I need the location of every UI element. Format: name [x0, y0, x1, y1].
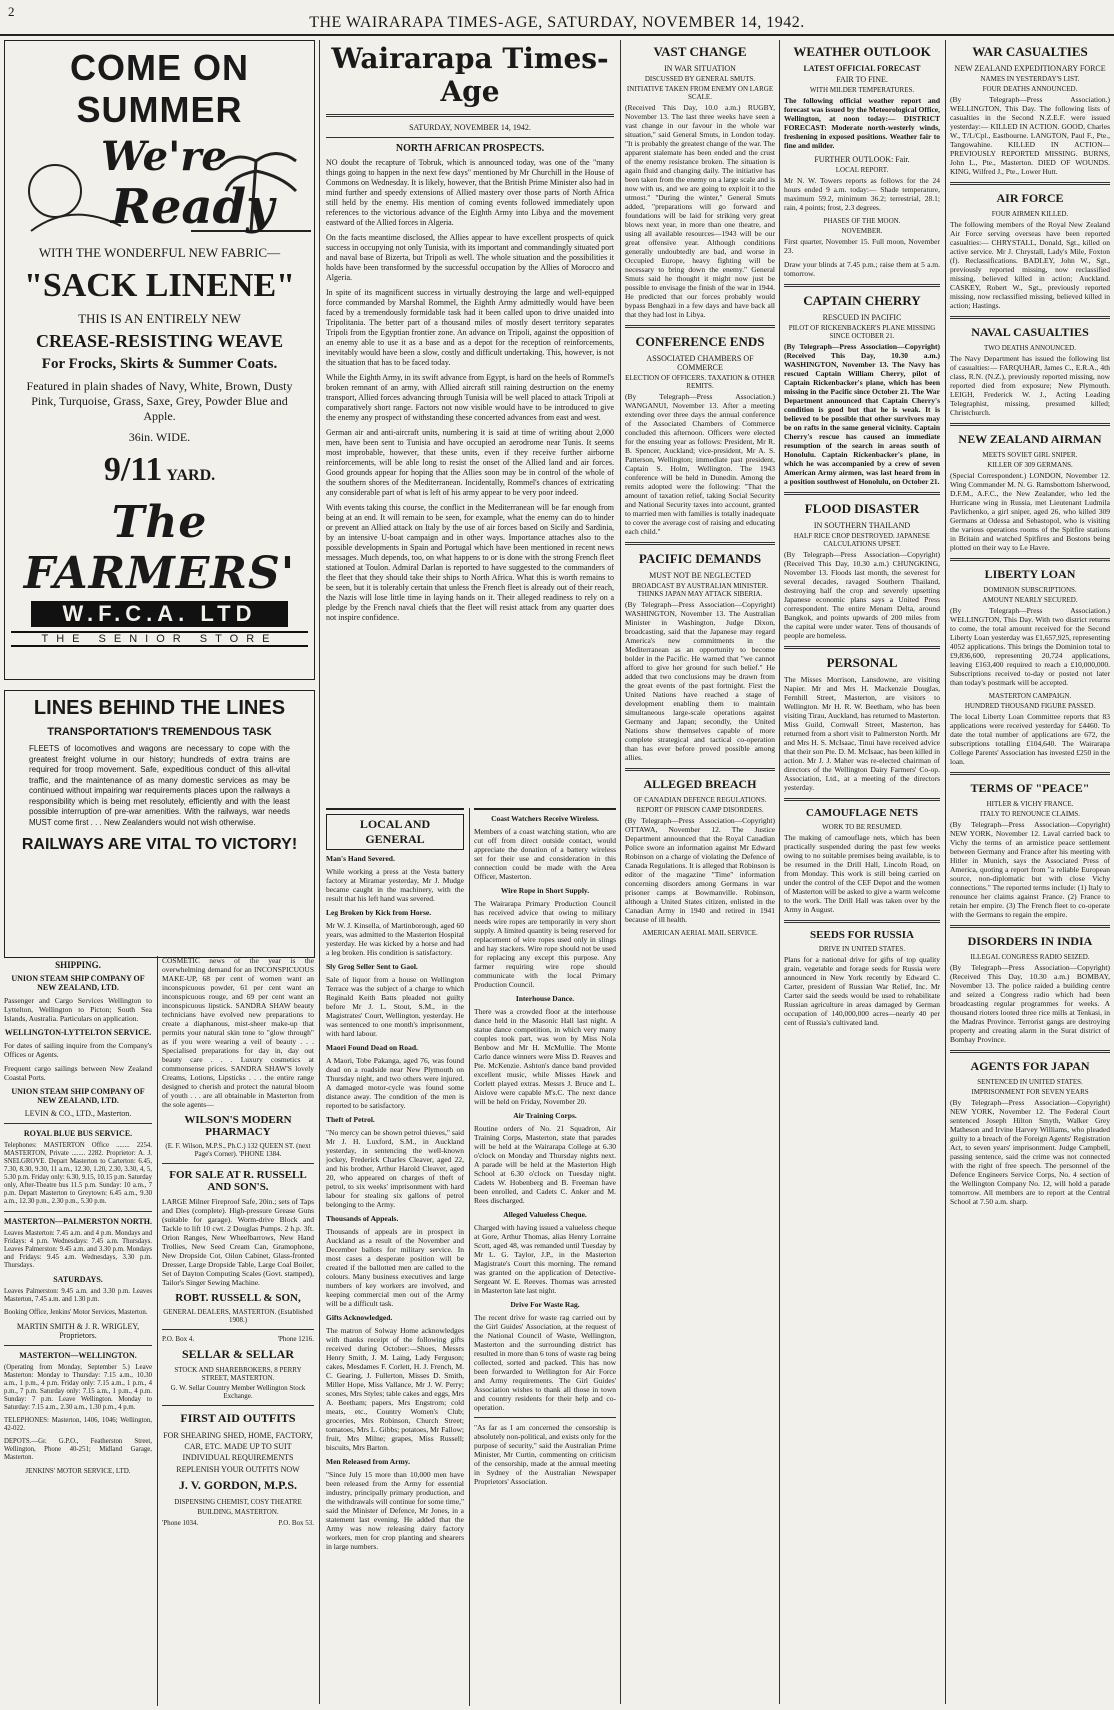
cherry-deck: PILOT OF RICKENBACKER'S PLANE MISSING SINCE OCTOBER 21. [788, 324, 936, 340]
farmers-brand: The FARMERS' [23, 497, 296, 599]
conf-text: (By Telegraph—Press Association.) WANGANUI, November 13. After a meeting extending over three days the annual conference of the Associated Chambers of Commerce concluded this afternoon. Officers were elected for the ensuing year as follows: President, Mr R. B. Spencer, Auckland; vice-president, Mr A. S. Patterson, Wellington; immediate past president, Captain S. Holm, Wellington. The 1943 conference will be held in Dunedin. Among the remits adopted were the following: "That the amount of taxation relief, taking Social Security and National Security taxes into account, granted to married men with families is totally inadequate to cover the average cost of raising and educating each child." [625, 392, 775, 536]
news-item-text: Charged with having issued a valueless cheque at Gore, Arthur Thomas, alias Henry Lorraine Scott, aged 48, was remanded until Tuesday by Mr L. G. Taylor, J.P., in the Masterton Magistrate's Court this morning. The remand was granted on the application of Detective-Sergeant W. E. Reeves. Thomas was arrested in Masterton late last night. [474, 1223, 616, 1295]
railways-headline: LINES BEHIND THE LINES [33, 697, 286, 719]
conf-sub: ASSOCIATED CHAMBERS OF COMMERCE [646, 354, 754, 372]
page-number: 2 [8, 4, 15, 19]
news-item [474, 886, 616, 989]
conf-heading: CONFERENCE ENDS [635, 334, 765, 349]
ad-line3: For Frocks, Skirts & Summer Coats. [41, 356, 278, 372]
news-item-heading: Interhouse Dance. [515, 994, 575, 1003]
weather-sub2: FAIR TO FINE. [836, 75, 888, 84]
editorial-p4: While the Eighth Army, in its swift advance from Egypt, is hard on the heels of Rommel's broken remnant of an army, with Allied aircraft still raining destruction on the enemy transport, Allied forces advancing through Tunisia will be well placed to attack Tripoli at comparatively short range. Factors not now visible would have to be introduced to give the enemy any prospect of withstanding these concerted advances from east and west. [326, 373, 614, 422]
japan-text: (By Telegraph—Press Association—Copyright) NEW YORK, November 12. The Federal Court sentenced Joseph Hilton Smyth, Walker Grey Matheson and Irvine Harvey Williams, who pleaded guilty to a breach of the Foreign Agents' Registration Act, to seven years' imprisonment. Judge Campbell, passing sentence, said the crime was not connected with the right of free speech. The personnel of the Defence Engineers Service Corps, No. 4 section of the Wellington Company No. 12, will hold a parade tomorrow. All members are to report at the Central School at 7.50 a.m. sharp. [950, 1098, 1110, 1206]
union-company: UNION STEAM SHIP COMPANY OF NEW ZEALAND, LTD. [11, 974, 145, 992]
war-deck: NAMES IN YESTERDAY'S LIST. [980, 75, 1080, 83]
railways-footer: RAILWAYS ARE VITAL TO VICTORY! [21, 836, 298, 853]
booking-office: Booking Office, Jenkins' Motor Services, Masterton. [4, 1309, 148, 1316]
aid-heading: FIRST AID OUTFITS [180, 1411, 296, 1425]
bus-heading: ROYAL BLUE BUS SERVICE. [23, 1129, 133, 1138]
camo-sub: WORK TO BE RESUMED. [822, 823, 902, 831]
vast-heading: VAST CHANGE [653, 44, 747, 59]
war-heading: WAR CASUALTIES [972, 44, 1088, 59]
pac-heading: PACIFIC DEMANDS [638, 551, 762, 566]
pac-text: (By Telegraph—Press Association—Copyright) WASHINGTON, November 13. The Australian Minister in Washington, Judge Dixon, broadcasting, said that the Japanese may regard America's new commitments in the Mediterranean as an opportunity to become bolder in the Pacific. He warned that "we cannot afford to give her ground for such belief." He added that two conclusions may be drawn from the great events of the past fortnight. First the United Nations have reached a stage of development enabling them to maintain simultaneous large-scale operations against Germany and Japan; secondly, the United Nations show themselves capable of more complete strategical and tactical co-operation than has ever before proved possible among allies. [625, 600, 775, 762]
farmers-brand2: W.F.C.A. LTD [31, 601, 288, 627]
editorial-column [326, 40, 614, 800]
news-item-heading: Leg Broken by Kick from Horse. [326, 908, 432, 917]
editorial-title: NORTH AFRICAN PROSPECTS. [395, 143, 545, 154]
russell-sub: GENERAL DEALERS, MASTERTON. (Established 1908.) [163, 1308, 313, 1324]
flood-heading: FLOOD DISASTER [804, 501, 920, 516]
news-item-text: A Maori, Tobe Pakanga, aged 76, was found dead on a roadside near New Plymouth on Thursday night, and two others were injured. A damaged motor-cycle was found some distance away. The condition of the men is reported to be satisfactory. [326, 1056, 464, 1110]
masthead [0, 0, 1114, 36]
local-report-text: Mr N. W. Towers reports as follows for the 24 hours ended 9 a.m. today:— Shade temperature, maximum 59.2, minimum 36.2; terrestrial, 28.1; rain, 4 points; frost, 2.3 degrees. [784, 176, 940, 212]
war-sub: NEW ZEALAND EXPEDITIONARY FORCE [954, 64, 1106, 73]
peace-heading: TERMS OF "PEACE" [970, 781, 1090, 795]
news-item-text: "No mercy can be shown petrol thieves," said Mr J. H. Luxford, S.M., in Auckland yesterday, in sentencing the well-known jockey, Frederick Charles Cleaver, aged 22, and his brother, Arthur Harold Cleaver, aged 20, who appeared on charges of theft of petrol, to six weeks' imprisonment with hard labour for stealing six gallons of petrol belonging to the Army. [326, 1128, 464, 1209]
ad-line1: THIS IS AN ENTIRELY NEW [78, 311, 241, 326]
proprietors: MARTIN SMITH & J. R. WRIGLEY, Proprietors. [16, 1322, 140, 1340]
conf-deck: ELECTION OF OFFICERS. TAXATION & OTHER REMITS. [625, 374, 775, 390]
news-item-heading: Thousands of Appeals. [326, 1214, 399, 1223]
shipping-heading: SHIPPING. [55, 960, 101, 970]
weather-sub: LATEST OFFICIAL FORECAST [803, 64, 921, 73]
cherry-text: (By Telegraph—Press Association—Copyright) (Received This Day, 10.30 a.m.) WASHINGTON, November 13. The Navy has rescued Captain William Cherry, pilot of Captain Rickenbacker's plane, which has been missing in the Pacific since October 21. The War Department announced that Captain Cherry's condition is good but that he is weak. It is believed to be possible that other survivors may be on rafts in the same general vicinity. Captain Cherry's rescue has caused an immediate resumption of the search in areas south of Honolulu. Captain Rickenbacker's plane, in which he was accompanied by a crew of seven American Army airmen, was last heard from in a position southwest of Honolulu, on October 21. [784, 342, 940, 486]
sellar-box: P.O. Box 4. [162, 1335, 195, 1343]
editorial-p1: NO doubt the recapture of Tobruk, which is announced today, was one of the "many things going to happen in the next few days" mentioned by Mr Churchill in the House of Commons on Wednesday. It is likely, however, that the British Prime Minister also had in mind further and speedy extensions of Allied mastery over those parts of North Africa still held by the enemy. His mention of coming events followed immediately upon references to the victorious advance of the Eighth Army into Libya and the movement eastward of the Allied forces in Algeria. [326, 158, 614, 227]
flood-deck: HALF RICE CROP DESTROYED. JAPANESE CALCULATIONS UPSET. [793, 532, 931, 548]
gordon-box: P.O. Box 53. [278, 1519, 314, 1527]
column-rule [469, 808, 470, 1706]
ad-product: "SACK LINENE" [23, 267, 296, 304]
news-item-text: Sale of liquor from a house on Wellington Terrace was the subject of a charge to which Reginald Keith Batts pleaded not guilty before Mr J. L. Stout, S.M., in the Magistrates' Court, Wellington, yesterday. He was sentenced to one month's imprisonment, with hard labour. [326, 975, 464, 1038]
news-item-text: "Since July 15 more than 10,000 men have been released from the Army for essential industry, principally primary production, and the withdrawals will continue for some time," said the Minister of Defence, Mr Jones, in a statement last evening. He added that the Army was now releasing dairy factory workers, men for crop planting and shearers in large numbers. [326, 1470, 464, 1551]
naval-text: The Navy Department has issued the following list of casualties:— FARQUHAR, James C., E.R.A., 4th class, R.N. (N.Z.), previously reported missing, now reported died from exposure; New Plymouth. LEIGH, Frederick W. J., Acting Leading Telegraphist, missing, presumed killed; Christchurch. [950, 354, 1110, 417]
depots: DEPOTS.—Gr. G.P.O., Featherston Street, Wellington, Phone 40-251; Midland Garage, Masterton. [4, 1438, 152, 1461]
gordon-contact [162, 1519, 314, 1527]
war-text: (By Telegraph—Press Association.) WELLINGTON, This Day. The following lists of casualties in the Second N.Z.E.F. were issued yesterday:— KILLED IN ACTION. GOOD, Charles W., T/L/Cpl., Eastbourne. LANGTON, Paul F., Pte., Tangowahine. KILLED IN ACTION—PREVIOUSLY REPORTED MISSING. BURNS, John L., Pte., Masterton. DIED OF WOUNDS. KING, Wilfred J., Pte., Lower Hutt. [950, 95, 1110, 176]
railways-body: FLEETS of locomotives and wagons are necessary to cope with the greatest freight volume in our history; hundreds of extra trains are required for troop movement. Safe, expeditious conduct of this all-vital traffic, and the maintenance of as many domestic services as may be continued without impairing war requirements places upon the railways a responsibility which is being met resolutely, efficiently and with the least possible interruption of pre-war amenities. With the railways, war needs MUST come first . . . New Zealanders would not wish otherwise. [29, 744, 290, 827]
railways-sub: TRANSPORTATION'S TREMENDOUS TASK [47, 726, 272, 738]
news-item-text: Mr W. J. Kinsella, of Martinborough, aged 60 years, was admitted to the Masterton Hospital yesterday. He was kicked by a horse and had a leg broken. His condition is satisfactory. [326, 921, 464, 957]
flood-text: (By Telegraph—Press Association—Copyright) (Received This Day, 10.30 a.m.) CHUNGKING, November 13. Floods last month, the severest for several decades, ravaged Southern Thailand, destroying half the crop and severely upsetting Japanese economic plans says a United Press correspondent. The entire Menam Delta, around Bangkok, and points upwards of 200 miles from the capital were under water. Tens of thousands of people are homeless. [784, 550, 940, 640]
ad-price-unit: YARD. [166, 467, 216, 484]
news-item [474, 1111, 616, 1205]
column-rule [945, 40, 946, 1704]
small-ads-column [162, 956, 314, 1706]
jenkins: JENKINS' MOTOR SERVICE, LTD. [25, 1467, 131, 1475]
news-item [326, 908, 464, 957]
news-item-text: There was a crowded floor at the interhouse dance held in the Masonic Hall last night. A statue dance competition, in which very many couples took part, was won by Miss Nola Benbow and Mr H. McMullie. The Monte Carlo dance winners were Miss D. Reaves and Pte. McKenzie. Ashton's dance band provided excellent music, while Misses Hawk and Corlett played extras. Messrs J. Bruce and L. Aislove were capable M's.C. The next dance will be held on Friday, November 20. [474, 1007, 616, 1106]
editorial-p6: With events taking this course, the conflict in the Mediterranean will be far enough from being at an end. It will remain to be seen, for example, what the enemy can do to hinder or prevent an Allied attack on Italy by the use of air forces based on Sicily and Sardinia, by an intensive U-boat campaign and in other ways. Importance attaches also to the possible developments in Spain and Portugal which have been mentioned in recent news messages. Much depends, too, on what happens to or is done with the strong French fleet stationed at Toulon. Admiral Darlan is reported to have suggested to the commanders of the fleet that they should take their ships to North Africa. What this is worth remains to be seen, but it is tolerably certain that unless the French fleet is already out of their reach, the Nazis will lose little time in laying hands on it. Their alleged readiness to rely on a pledge by the French naval chiefs that the fleet will resist attack from any quarter does not inspire confidence. [326, 503, 614, 622]
weather-column [784, 40, 940, 1706]
farmers-ad [4, 40, 315, 680]
news-item-text: Members of a coast watching station, who are cut off from direct outside contact, would appreciate the donation of a battery wireless set for their use and consideration in this connection could be made with the Area Officer, Masterton. [474, 827, 616, 881]
camo-text: The making of camouflage nets, which has been practically suspended during the past few weeks owing to no suitable premises being available, is to be resumed in the Drill Hall, Lincoln Road, on from Monday. This work is still being carried on under the control of the CEF Depot and the women of Masterton will be asked to give a warm welcome to the work. The Drill Hall was taken over by the Army in August. [784, 833, 940, 914]
sat-heading: SATURDAYS. [53, 1275, 103, 1284]
camo-heading: CAMOUFLAGE NETS [805, 807, 919, 819]
sellar-sub: STOCK AND SHAREBROKERS, 8 PERRY STREET, MASTERTON. [174, 1366, 302, 1382]
blinds-text: Draw your blinds at 7.45 p.m.; raise them at 5 a.m. tomorrow. [784, 260, 940, 278]
railways-ad [4, 690, 315, 958]
seeds-heading: SEEDS FOR RUSSIA [810, 929, 914, 941]
breach-text: (By Telegraph—Press Association—Copyright) OTTAWA, November 12. The Justice Department announced that the Royal Canadian Police swore an information against Mr Edward Robinson on a charge of violating the Defence of Canada Regulations. It is alleged that Robinson is editor of the magazine "Time" information concerning disorders among Germans in war prisoner camps at Bowmanville. Robinson, although a United States citizen, enlisted in the Canadian Army in 1940 and retired in 1941 because of ill health. [625, 816, 775, 924]
column-rule [157, 956, 158, 1706]
seeds-sub: DRIVE IN UNITED STATES. [818, 945, 906, 953]
wellington-lyttelton: WELLINGTON-LYTTELTON SERVICE. [4, 1028, 152, 1037]
news-item-heading: Wire Rope in Short Supply. [500, 886, 590, 895]
news-item [326, 854, 464, 903]
news-item [474, 1210, 616, 1295]
news-item-heading: Drive For Waste Rag. [510, 1300, 580, 1309]
news-item-heading: Maori Found Dead on Road. [326, 1043, 418, 1052]
weather-text: The following official weather report and forecast was issued by the Meteorological Office, Wellington, at noon today:— DISTRICT FORECAST: Moderate north-westerly winds, freshening in exposed positions. Weather fair to fine and milder. [784, 96, 940, 150]
aid-replenish: REPLENISH YOUR OUTFITS NOW [176, 1465, 300, 1474]
vast-sub2: DISCUSSED BY GENERAL SMUTS. [644, 75, 756, 83]
weather-heading: WEATHER OUTLOOK [793, 44, 931, 59]
editorial-p5: German air and anti-aircraft units, numbering it is said at time of writing about 2,000 men, have been sent to Tunisia and have occupied an aerodrome near Tunis. It seems most improbable, however, that these units, even if they receive further airborne reinforcements, will be able long to resist the onset of the Allied land and air forces. Good grounds appear for hoping that the Allies soon may be in control of the whole of the southern shores of the Mediterranean. Incidentally, Rommel's chances of extricating any considerable part of what is left of his army appear to be very poor indeed. [326, 428, 614, 497]
news-item-text: The Wairarapa Primary Production Council has received advice that owing to military needs wire ropes are temporarily in very short supply. A limited quantity is being reserved for replacement of wire ropes used only in slings and hay stackers. Wire rope should not be used for replacing any except this purpose. Any farmer requiring wire rope should communicate with the local Primary Production Council. [474, 899, 616, 989]
nza-sub2: KILLER OF 309 GERMANS. [987, 461, 1073, 469]
local-general-column [326, 808, 464, 1708]
india-heading: DISORDERS IN INDIA [967, 934, 1093, 948]
mw-heading: MASTERTON—WELLINGTON. [19, 1351, 137, 1360]
gordon-name: J. V. GORDON, M.P.S. [178, 1478, 298, 1492]
shipping-column [4, 956, 152, 1706]
japan-sub: SENTENCED IN UNITED STATES. [977, 1078, 1083, 1086]
war-deck2: FOUR DEATHS ANNOUNCED. [982, 85, 1078, 93]
sellar-name: SELLAR & SELLAR [181, 1347, 295, 1361]
ad-width: 36in. WIDE. [128, 430, 191, 444]
news-item-heading: Coast Watchers Receive Wireless. [491, 814, 599, 823]
pac-deck: BROADCAST BY AUSTRALIAN MINISTER. THINKS JAPAN MAY ATTACK SIBERIA. [631, 582, 769, 598]
pac-sub: MUST NOT BE NEGLECTED [649, 571, 751, 580]
gordon-phone: 'Phone 1034. [162, 1519, 199, 1527]
bus-timetable: Telephones: MASTERTON Office ........ 2254. MASTERTON, Private ........ 2282. Proprietor: A. J. SNELGROVE. Depart Masterton to Carterton: 6.45, 7.30, 8.30, 9.30, 11 a.m., 12.30, 1.20, 2.30, 3.30, 4, 5, 5.30 p.m. Friday only: 6.30, 9.15, 10.15 p.m. Saturday only, After-Theatre bus 11.5 p.m. Sunday: 10 a.m., 7 p.m. Depart Masterton to Greytown: 6.45 a.m., 9.30 a.m., 12.30 p.m., 2.30 p.m., 5.30 p.m. [4, 1142, 152, 1205]
peace-sub: HITLER & VICHY FRANCE. [986, 800, 1074, 808]
ad-headline: COME ON SUMMER [69, 47, 249, 130]
cherry-heading: CAPTAIN CHERRY [803, 293, 921, 308]
naval-heading: NAVAL CASUALTIES [971, 325, 1089, 339]
moon-month: NOVEMBER. [841, 227, 883, 235]
breach-heading: ALLEGED BREACH [643, 777, 757, 791]
left-ads-column [4, 40, 315, 1706]
aid-text: FOR SHEARING SHED, HOME, FACTORY, CAR, ETC. MADE UP TO SUIT INDIVIDUAL REQUIREMENTS [163, 1431, 313, 1462]
news-item [474, 994, 616, 1106]
gordon-sub: DISPENSING CHEMIST, COSY THEATRE BUILDING, MASTERTON. [174, 1498, 302, 1516]
local-heading: LOCAL AND GENERAL [326, 814, 464, 850]
moon-heading: PHASES OF THE MOON. [823, 217, 901, 225]
levin-agent: LEVIN & CO., LTD., Masterton. [24, 1109, 132, 1118]
ad-script-ready: Ready [111, 179, 274, 235]
ad-illustration [11, 131, 308, 241]
nza-text: (Special Correspondent.) LONDON, November 12. Wing Commander M. N. G. Ramsbottom Isherwood, D.F.M., A.F.C., the New Zealander, who led the Hurricane wing in Russia, met Lieutenant Ludmila Pavlichenko, a girl sniper, aged 26, who killed 309 Germans at Odessa and Sebastopol, who is visiting the various operations rooms of the Spitfire stations in Britain and watched Spitfires and Bostons being plotted on their way to Le Havre. [950, 471, 1110, 552]
vast-text: (Received This Day, 10.0 a.m.) RUGBY, November 13. The last three weeks have seen a vast change in our favour in the whole war situation," said General Smuts, in London today. "It is probably the greatest change of the war. The apparent stalemate has been ended and the crust of the enemy resistance broken. The situation is again fluid and changing daily. The initiative has been taken from the enemy on a large scale and is now with us, and we are going to exploit it to the utmost." "During the winter," General Smuts added, "preparations will go forward and foundations will be laid for striking very great blows next year, in more than one theatre, and using all available resources—1943 will be our great offensive year. Although conditions generally undoubtedly are bad, and worse in Occupied Europe, heavy fighting will be necessary to bring down the enemy." General Smuts said he thought it might now just be possible to envisage the finish of the war in 1944. He predicted that our forces probably would bypass Benghazi in a few days and have back all that they had lost in Libya. [625, 103, 775, 319]
news-item-text: The matron of Solway Home acknowledges with thanks receipt of the following gifts received during October:—Shoes, Messrs Henry Smith, J. M. Laing, Lady Ferguson; cakes, Mesdames F. Corlett, H. J. French, M. C. Gearing, J. Fullerton, Misses D. Smith, Miller Hope, Miss Vallance, Mr J. W. Perry; scones, Mrs Styles; table cakes and eggs, Mrs A. Beetham; papers, Mrs Engstrom; cold meats, etc., Country Women's Club; groceries, Mrs Robinson, Church Street; tomatoes, Mrs L. Gibbs; potatoes, Mr Fallow; fruit, Mrs Milne; grapes, Miss Russell; biscuits, Mrs Barton. [326, 1326, 464, 1452]
telephones: TELEPHONES: Masterton, 1406, 1046; Wellington, 42-022. [4, 1417, 152, 1432]
column-rule [779, 40, 780, 1704]
news-item [326, 1214, 464, 1308]
ad-desc: Featured in plain shades of Navy, White, Brown, Dusty Pink, Turquoise, Grass, Saxe, Grey, Powder Blue and Apple. [26, 379, 293, 423]
loan-heading: LIBERTY LOAN [984, 567, 1076, 581]
pharmacy-address: (E. F. Wilson, M.P.S., Ph.C.) 132 QUEEN ST. (next Page's Corner). 'PHONE 1384. [165, 1142, 311, 1158]
sat-timetable: Leaves Palmerston: 9.45 a.m. and 3.30 p.m. Leaves Masterton, 7.45 a.m. and 1.30 p.m. [4, 1288, 152, 1303]
flood-sub: IN SOUTHERN THAILAND [813, 521, 911, 530]
vast-sub: IN WAR SITUATION [664, 64, 736, 73]
news-item-heading: Air Training Corps. [513, 1111, 577, 1120]
further-outlook: FURTHER OUTLOOK: Fair. [814, 155, 910, 164]
column-rule [319, 40, 320, 1704]
ad-price: 9/11 [103, 451, 163, 488]
ad-intro: WITH THE WONDERFUL NEW FABRIC— [38, 245, 281, 260]
news-item-heading: Gifts Acknowledged. [326, 1313, 393, 1322]
casualties-column [950, 40, 1110, 1706]
sellar-sub2: G. W. Sellar Country Member Wellington Stock Exchange. [170, 1384, 306, 1400]
news-item [326, 962, 464, 1038]
mc-text: The local Liberty Loan Committee reports that 83 applications were received yesterday for £4460. To date the total number of applications are 672, the subscriptions totalling £104,640. The Wairarapa College Parents' Association has invested £250 in the loan. [950, 712, 1110, 766]
india-sub: ILLEGAL CONGRESS RADIO SEIZED. [970, 953, 1090, 961]
column-rule [620, 40, 621, 1704]
personal-text: The Misses Morrison, Lansdowne, are visiting Napier. Mr and Mrs H. Mackenzie Douglas, Fernhill Street, Masterton, are visitors to Wellington. Mr H. R. W. Beetham, who has been visiting Tirau, Auckland, has returned to Masterton. Miss Guild, Cornwall Street, Masterton, has returned from a short visit to Palmerston North. Mr and Mrs H. S. McIsaac, Tinui have received advice that their son Pte. D. M. McIsaac, has been killed in action. Mr J. J. Maher was re-elected chairman of directors of the Wellington Dairy Farmers' Co-op. Association, Ltd., at a meeting of the directors yesterday. [784, 675, 940, 792]
news-item [326, 1043, 464, 1110]
union-company-2: UNION STEAM SHIP COMPANY OF NEW ZEALAND, LTD. [11, 1087, 145, 1105]
nza-heading: NEW ZEALAND AIRMAN [958, 432, 1102, 446]
news-item-heading: Sly Grog Seller Sent to Gaol. [326, 962, 418, 971]
nza-sub: MEETS SOVIET GIRL SNIPER. [982, 451, 1078, 459]
loan-sub2: AMOUNT NEARLY SECURED. [982, 596, 1078, 604]
news-item-text: The recent drive for waste rag carried out by the Girl Guides' Association, at the request of the National Council of Waste, Wellington, Masterton and the surrounding district has resulted in more than 6 tons of waste rag being collected, sorted and packed. This has now been forwarded to Wellington for Air Force and Army requirements. The Girl Guides' Association wishes to thank all those in town and country residents for their help and co-operation. [474, 1313, 616, 1412]
pharmacy-name: WILSON'S MODERN PHARMACY [184, 1114, 292, 1138]
union-services: Passenger and Cargo Services Wellington to Lyttelton, Wellington to Picton; South Sea Islands, Australia. Particulars on application. [4, 996, 152, 1023]
aerial-mail: AMERICAN AERIAL MAIL SERVICE. [642, 929, 758, 937]
farmers-tag: THE SENIOR STORE [11, 631, 308, 647]
news-item [326, 1115, 464, 1209]
vast-deck: INITIATIVE TAKEN FROM ENEMY ON LARGE SCALE. [626, 85, 774, 101]
ad-price-line [11, 451, 308, 489]
japan-sub2: IMPRISONMENT FOR SEVEN YEARS [971, 1088, 1089, 1096]
peace-text: (By Telegraph—Press Association—Copyright) NEW YORK, November 12. Laval carried back to Vichy the terms of an armistice peace settlement between Germany and France after his meeting with Hitler in Munich, says the Associated Press of America, quoting a report from "a reliable European source, non-diplomatic but with close Vichy connections." The reported terms include: (1) Italy to renounce her claims against France. (2) France to retain her empire. (3) The French fleet to co-operate with the Germans to regain the empire. [950, 820, 1110, 919]
moon-text: First quarter, November 15. Full moon, November 23. [784, 237, 940, 255]
sellar-contact [162, 1335, 314, 1343]
sellar-phone: 'Phone 1216. [277, 1335, 314, 1343]
editorial-p2: On the facts meantime disclosed, the Allies appear to have excellent prospects of quick success in occupying not only Tunisia, with its important and commandingly situated port and naval base of Bizerta, but Tripoli as well. The whole situation and the possibilities it holds have been transformed by the successful occupation by the Allies of Morocco and Algeria. [326, 233, 614, 282]
censorship-text: "As far as I am concerned the censorship is absolutely non-political, and exists only for the purpose of security," said the Australian Prime Minister, Mr Curtin, commenting on criticism of the censorship, made at the annual meeting in Sydney of the Australian Newspaper Proprietors' Association. [474, 1423, 616, 1486]
ad-script-were: We're [101, 133, 227, 180]
editorial-p3: In spite of its magnificent success in virtually destroying the large and well-equipped force commanded by Marshal Rommel, the Eighth Army admittedly would have been faced by a tremendously formidable task had it been called upon to drive unaided into Tripolitania. The better part of a thousand miles of mostly desert territory separates Tripoli from the Egyptian frontier zone. An advance on Tripoli, against the opposition of an enemy able to use it as a base and as a depot for the reception of reinforcements, inevitably would have been a slow, costly and difficult undertaking. This, however, is not the situation that has to be faced today. [326, 288, 614, 367]
breach-deck: REPORT OF PRISON CAMP DISORDERS. [636, 806, 764, 814]
breach-sub: OF CANADIAN DEFENCE REGULATIONS. [633, 796, 767, 804]
news-item-text: Thousands of appeals are in prospect in Auckland as a result of the November and December ballots for military service. In most cases a desperate position will be created if the ballotted men are called to the colours. Many business executives and large numbers of key workers are involved, and keeping commercial men out of the Army will be a difficult task. [326, 1227, 464, 1308]
mw-timetable: (Operating from Monday, September 5.) Leave Masterton: Monday to Thursday: 7.15 a.m., 10.30 a.m., 1 p.m., 4 p.m. Friday only: 7.15 a.m., 1 p.m., 4 p.m., 7 p.m. Saturday only: 7.15 a.m., 1 p.m., 4 p.m. Sunday: 7 p.m. Leave Wellington. Monday to Saturday: 7.15 a.m., 2.30 a.m., 1.30 p.m., 4 p.m. [4, 1364, 152, 1411]
cosmetic-ad: COSMETIC news of the year is the overwhelming demand for an INCONSPICUOUS MAKE-UP, 68 per cent of women want an inconspicuous powder, 61 per cent want an inconspicuous rouge, and 69 per cent want an inconspicuous lipstick. SANDRA SHAW beauty technicians have evolved new preparations to create a diaphanous, mist-sheer make-up that permits your natural skin tone to "glow through" as if you were wearing a veil of beauty . . . Specialised preparations for day in, day out beauty care . . . Luxury cosmetics at commonsense prices. SANDRA SHAW'S lovely Creams, Lotions, Lipsticks . . . the entire range designed to cherish and protect the natural bloom of youth . . . are all obtainable in Masterton from the sole agents— [162, 956, 314, 1109]
mc-sub: HUNDRED THOUSAND FIGURE PASSED. [964, 702, 1096, 710]
cherry-sub: RESCUED IN PACIFIC [822, 313, 902, 322]
news-item [326, 1457, 464, 1551]
local-report: LOCAL REPORT. [835, 166, 889, 174]
news-item-heading: Man's Hand Severed. [326, 854, 395, 863]
weather-sub3: WITH MILDER TEMPERATURES. [809, 86, 915, 94]
mp-timetable: Leaves Masterton: 7.45 a.m. and 4 p.m. Mondays and Fridays: 4 p.m. Wednesdays: 7.45 a.m. Thursdays. Leaves Palmerston: 9.45 a.m. and 3.30 p.m. Mondays and Fridays: 9.45 a.m. Wednesdays, 3.30 p.m. Thursdays. [4, 1230, 152, 1269]
mp-heading: MASTERTON—PALMERSTON NORTH. [4, 1217, 152, 1226]
russell-name: ROBT. RUSSELL & SON, [175, 1292, 301, 1304]
peace-sub2: ITALY TO RENOUNCE CLAIMS. [979, 810, 1081, 818]
paper-name: Wairarapa Times-Age [331, 42, 609, 108]
forsale-text: LARGE Milner Fireproof Safe, 20in.; sets of Taps and Dies (complete). High-pressure Grease Guns (suitable for garage). Worm-drive Block and Tackle to lift 10 cwt. 2 Douglas Pumps. 2 h.p. 3ft. Orion Ranges, New Wheelbarrows, New Hand Trollies, New Seed Cream Can, Gramophone, New Dropside Cot, Oilon Cabinet, Glass-fronted Dresser, Large Dropside Table, Large Coal Boiler, Set of Dayton Computing Scales (Govt. stamped), Tailor's Singer Sewing Machine. [162, 1197, 314, 1287]
india-text: (By Telegraph—Press Association—Copyright) (Received This Day, 10.30 a.m.) BOMBAY, November 13. The police raided a building centre and seized a Congress radio which had been broadcasting regular programmes for weeks. A thousand rioters looted three rice mills at Tenkasi, in the Madras Province. Terrorist gangs are destroying property and creating alarm in the Surat district of Bombay Province. [950, 963, 1110, 1044]
ad-line2: CREASE-RESISTING WEAVE [36, 331, 283, 351]
af-heading: AIR FORCE [996, 191, 1064, 205]
news-item-text: While working a press at the Vesta battery factory at Miramar yesterday, Mr J. Mudge became caught in the machinery, with the result that his left hand was severed. [326, 867, 464, 903]
service-text: For dates of sailing inquire from the Company's Offices or Agents. [4, 1041, 152, 1059]
news-item-heading: Theft of Petrol. [326, 1115, 375, 1124]
japan-heading: AGENTS FOR JAPAN [970, 1059, 1090, 1073]
local-items [326, 854, 464, 1551]
loan-sub: DOMINION SUBSCRIPTIONS. [983, 586, 1077, 594]
af-sub: FOUR AIRMEN KILLED. [991, 210, 1069, 218]
news-item-heading: Men Released from Army. [326, 1457, 411, 1466]
personal-heading: PERSONAL [826, 655, 898, 670]
af-text: The following members of the Royal New Zealand Air Force serving overseas have been reported casualties:— CHRYSTALL, Donald, Sgt., killed on active service. Mr J. Chrystall, Lady's Mile, Foxton (f). Reclassifications. BADLEY, John W., Sgt., previously reported missing, now reclassified missing, believed killed in action; Auckland. CASKEY, Robert W., Sgt., previously reported missing, now reclassified missing, believed killed in action; Hastings. [950, 220, 1110, 310]
local-general-column-2 [474, 808, 616, 1708]
freight-text: Frequent cargo sailings between New Zealand Coastal Ports. [4, 1064, 152, 1082]
news-item-heading: Alleged Valueless Cheque. [503, 1210, 587, 1219]
forsale-heading: FOR SALE AT R. RUSSELL AND SON'S. [169, 1169, 307, 1193]
masthead-title: THE WAIRARAPA TIMES-AGE, SATURDAY, NOVEMBER 14, 1942. [309, 14, 805, 31]
naval-sub: TWO DEATHS ANNOUNCED. [984, 344, 1076, 352]
news-item-text: Routine orders of No. 21 Squadron, Air Training Corps, Masterton, state that parades will be held at the Wairarapa College at 6.30 o'clock on Monday and Thursday nights next. A parade will be held at the Masterton High School at 6.30 o'clock on Tuesday night. Cadets W. Hobenberg and B. Freeman have been enrolled, and Cadets C. Anker and M. Rees discharged. [474, 1124, 616, 1205]
mc-heading: MASTERTON CAMPAIGN. [988, 692, 1072, 700]
seeds-text: Plans for a national drive for gifts of top quality grain, vegetable and forage seeds for Russia were announced in New York recently by Edward C. Carter, president of Russian War Relief, Inc. Mr Carter said the seeds would be used to rehabilitate Russian agriculture in areas damaged by German occupation of 140,000,000 acres—nearly 40 per cent of Russia's cultivated land. [784, 955, 940, 1027]
news-item [326, 1313, 464, 1452]
news-item [474, 814, 616, 881]
loan-text: (By Telegraph—Press Association.) WELLINGTON, This Day. With two district returns to come, the total amount received for the Second Liberty Loan yesterday was £1,657,925, representing 4052 applications. This brings the Dominion total to £9,836,600, representing 20,724 applications, leaving £163,400 required to reach a £10,000,000. Subscriptions received to-day or posted not later than today's postmark will be accepted. [950, 606, 1110, 687]
war-news-column [625, 40, 775, 1706]
news-item [474, 1300, 616, 1412]
editorial-date: SATURDAY, NOVEMBER 14, 1942. [409, 123, 531, 132]
